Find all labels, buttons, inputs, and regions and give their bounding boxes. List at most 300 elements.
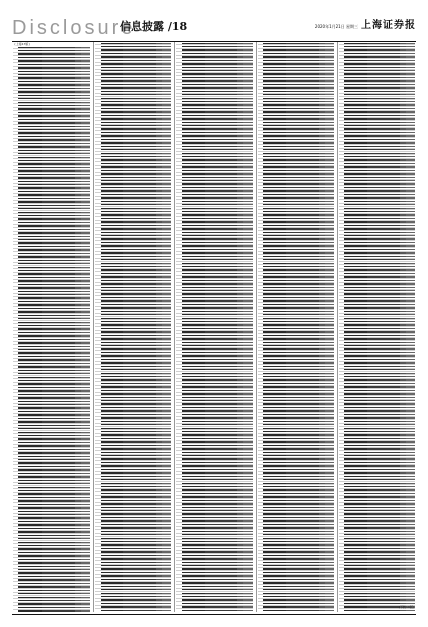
table-cell bbox=[325, 366, 334, 367]
table-cell bbox=[18, 191, 41, 192]
table-cell bbox=[162, 593, 171, 594]
table-cell bbox=[42, 514, 75, 515]
table-cell bbox=[162, 290, 171, 291]
table-cell bbox=[286, 132, 319, 133]
table-cell bbox=[325, 414, 334, 415]
table-cell bbox=[42, 249, 75, 250]
table-cell bbox=[162, 331, 171, 332]
table-cell bbox=[18, 490, 41, 491]
table-cell bbox=[205, 115, 238, 116]
table-cell bbox=[243, 373, 252, 374]
table-cell bbox=[263, 403, 286, 404]
table-cell bbox=[101, 541, 124, 542]
table-cell bbox=[263, 228, 286, 229]
table-cell bbox=[286, 390, 319, 391]
table-cell bbox=[263, 245, 286, 246]
table-cell bbox=[123, 293, 156, 294]
table-cell bbox=[205, 122, 238, 123]
table-cell bbox=[286, 345, 319, 346]
table-cell bbox=[286, 135, 319, 136]
table-cell bbox=[81, 263, 90, 264]
table-cell bbox=[182, 434, 205, 435]
table-cell bbox=[325, 417, 334, 418]
table-cell bbox=[263, 462, 286, 463]
table-cell bbox=[205, 80, 238, 81]
table-cell bbox=[18, 500, 41, 501]
table-cell bbox=[205, 538, 238, 539]
table-cell bbox=[243, 345, 252, 346]
table-cell bbox=[286, 290, 319, 291]
table-cell bbox=[42, 74, 75, 75]
table-cell bbox=[42, 583, 75, 584]
table-cell bbox=[263, 479, 286, 480]
table-cell bbox=[101, 455, 124, 456]
table-cell bbox=[243, 328, 252, 329]
table-cell bbox=[263, 67, 286, 68]
table-cell bbox=[81, 377, 90, 378]
table-cell bbox=[205, 304, 238, 305]
table-cell bbox=[263, 376, 286, 377]
table-cell bbox=[18, 425, 41, 426]
table-cell bbox=[243, 84, 252, 85]
table-cell bbox=[263, 338, 286, 339]
table-cell bbox=[18, 325, 41, 326]
table-cell bbox=[123, 132, 156, 133]
table-cell bbox=[182, 520, 205, 521]
table-cell bbox=[123, 43, 156, 44]
table-cell bbox=[325, 486, 334, 487]
table-cell bbox=[205, 558, 238, 559]
table-cell bbox=[81, 394, 90, 395]
table-cell bbox=[243, 455, 252, 456]
table-cell bbox=[205, 593, 238, 594]
table-cell bbox=[205, 568, 238, 569]
table-cell bbox=[42, 524, 75, 525]
table-cell bbox=[182, 500, 205, 501]
table-cell bbox=[123, 91, 156, 92]
table-cell bbox=[182, 266, 205, 267]
table-cell bbox=[18, 504, 41, 505]
table-cell bbox=[205, 414, 238, 415]
table-cell bbox=[81, 95, 90, 96]
table-cell bbox=[162, 283, 171, 284]
table-cell bbox=[123, 472, 156, 473]
table-cell bbox=[123, 610, 156, 611]
table-cell bbox=[81, 497, 90, 498]
table-cell bbox=[182, 173, 205, 174]
table-cell bbox=[81, 428, 90, 429]
table-cell bbox=[182, 513, 205, 514]
table-cell bbox=[182, 579, 205, 580]
table-cell bbox=[286, 46, 319, 47]
table-cell bbox=[243, 276, 252, 277]
table-cell bbox=[263, 173, 286, 174]
table-cell bbox=[286, 280, 319, 281]
table-cell bbox=[101, 259, 124, 260]
table-cell bbox=[101, 434, 124, 435]
table-cell bbox=[101, 472, 124, 473]
table-cell bbox=[205, 104, 238, 105]
table-cell bbox=[182, 527, 205, 528]
table-cell bbox=[162, 101, 171, 102]
table-cell bbox=[101, 177, 124, 178]
table-cell bbox=[81, 315, 90, 316]
table-cell bbox=[205, 397, 238, 398]
table-cell bbox=[325, 510, 334, 511]
table-cell bbox=[123, 355, 156, 356]
table-cell bbox=[182, 177, 205, 178]
table-cell bbox=[286, 369, 319, 370]
table-cell bbox=[182, 455, 205, 456]
table-cell bbox=[123, 359, 156, 360]
table-cell bbox=[101, 118, 124, 119]
table-cell bbox=[81, 242, 90, 243]
table-cell bbox=[286, 70, 319, 71]
table-cell bbox=[182, 153, 205, 154]
table-cell bbox=[205, 603, 238, 604]
table-cell bbox=[42, 273, 75, 274]
table-cell bbox=[18, 432, 41, 433]
table-cell bbox=[162, 53, 171, 54]
table-cell bbox=[42, 452, 75, 453]
table-cell bbox=[243, 568, 252, 569]
table-column bbox=[93, 42, 172, 612]
table-cell bbox=[263, 293, 286, 294]
table-cell bbox=[182, 373, 205, 374]
table-cell bbox=[81, 432, 90, 433]
table-cell bbox=[162, 400, 171, 401]
table-cell bbox=[81, 480, 90, 481]
table-cell bbox=[162, 46, 171, 47]
table-cell bbox=[123, 122, 156, 123]
table-cell bbox=[42, 291, 75, 292]
table-cell bbox=[243, 331, 252, 332]
table-cell bbox=[42, 473, 75, 474]
table-cell bbox=[263, 335, 286, 336]
table-cell bbox=[263, 149, 286, 150]
table-cell bbox=[263, 70, 286, 71]
table-cell bbox=[243, 273, 252, 274]
table-cell bbox=[263, 486, 286, 487]
table-cell bbox=[182, 197, 205, 198]
table-cell bbox=[162, 324, 171, 325]
table-cell bbox=[182, 524, 205, 525]
table-cell bbox=[18, 60, 41, 61]
table-cell bbox=[42, 163, 75, 164]
table-cell bbox=[42, 576, 75, 577]
table-cell bbox=[286, 434, 319, 435]
table-cell bbox=[243, 297, 252, 298]
table-cell bbox=[81, 552, 90, 553]
table-cell bbox=[243, 448, 252, 449]
table-cell bbox=[286, 242, 319, 243]
table-cell bbox=[123, 225, 156, 226]
table-cell bbox=[263, 386, 286, 387]
table-cell bbox=[286, 373, 319, 374]
table-cell bbox=[182, 603, 205, 604]
table-cell bbox=[162, 507, 171, 508]
table-cell bbox=[243, 101, 252, 102]
table-cell bbox=[123, 63, 156, 64]
table-cell bbox=[243, 232, 252, 233]
table-cell bbox=[325, 56, 334, 57]
table-cell bbox=[18, 277, 41, 278]
table-cell bbox=[325, 163, 334, 164]
table-cell bbox=[205, 276, 238, 277]
table-cell bbox=[162, 445, 171, 446]
table-cell bbox=[101, 438, 124, 439]
table-cell bbox=[263, 190, 286, 191]
table-cell bbox=[101, 266, 124, 267]
table-cell bbox=[205, 63, 238, 64]
table-cell bbox=[263, 424, 286, 425]
table-cell bbox=[81, 387, 90, 388]
table-cell bbox=[81, 586, 90, 587]
table-cell bbox=[325, 135, 334, 136]
table-cell bbox=[325, 273, 334, 274]
table-cell bbox=[263, 221, 286, 222]
table-cell bbox=[243, 256, 252, 257]
table-cell bbox=[286, 183, 319, 184]
table-cell bbox=[101, 469, 124, 470]
table-cell bbox=[182, 98, 205, 99]
table-cell bbox=[182, 445, 205, 446]
table-cell bbox=[205, 403, 238, 404]
table-cell bbox=[18, 126, 41, 127]
table-cell bbox=[286, 108, 319, 109]
table-cell bbox=[182, 534, 205, 535]
table-cell bbox=[101, 70, 124, 71]
table-cell bbox=[123, 431, 156, 432]
table-cell bbox=[18, 291, 41, 292]
table-cell bbox=[263, 132, 286, 133]
table-cell bbox=[81, 579, 90, 580]
table-cell bbox=[243, 445, 252, 446]
table-cell bbox=[205, 596, 238, 597]
table-cell bbox=[182, 593, 205, 594]
table-cell bbox=[162, 139, 171, 140]
table-cell bbox=[243, 214, 252, 215]
table-cell bbox=[182, 211, 205, 212]
table-cell bbox=[18, 119, 41, 120]
table-cell bbox=[81, 191, 90, 192]
table-cell bbox=[18, 469, 41, 470]
table-cell bbox=[18, 74, 41, 75]
table-cell bbox=[205, 146, 238, 147]
table-cell bbox=[123, 204, 156, 205]
table-cell bbox=[42, 57, 75, 58]
table-cell bbox=[18, 284, 41, 285]
table-cell bbox=[286, 91, 319, 92]
table-cell bbox=[243, 208, 252, 209]
table-cell bbox=[81, 57, 90, 58]
table-cell bbox=[42, 435, 75, 436]
table-cell bbox=[243, 228, 252, 229]
table-cell bbox=[182, 417, 205, 418]
table-cell bbox=[182, 428, 205, 429]
table-cell bbox=[18, 150, 41, 151]
table-cell bbox=[182, 558, 205, 559]
table-cell bbox=[81, 270, 90, 271]
table-cell bbox=[18, 401, 41, 402]
table-cell bbox=[263, 269, 286, 270]
table-cell bbox=[243, 183, 252, 184]
table-cell bbox=[42, 339, 75, 340]
table-cell bbox=[18, 184, 41, 185]
table-cell bbox=[81, 528, 90, 529]
table-cell bbox=[81, 256, 90, 257]
table-rows bbox=[175, 42, 253, 612]
table-cell bbox=[263, 407, 286, 408]
table-cell bbox=[123, 434, 156, 435]
table-cell bbox=[101, 307, 124, 308]
table-cell bbox=[162, 293, 171, 294]
table-cell bbox=[81, 600, 90, 601]
table-cell bbox=[42, 569, 75, 570]
table-cell bbox=[263, 142, 286, 143]
newspaper-name: 上海证券报 bbox=[361, 20, 416, 31]
table-cell bbox=[325, 321, 334, 322]
table-cell bbox=[286, 297, 319, 298]
table-cell bbox=[286, 67, 319, 68]
table-cell bbox=[182, 204, 205, 205]
table-cell bbox=[286, 397, 319, 398]
table-cell bbox=[286, 510, 319, 511]
table-cell bbox=[162, 183, 171, 184]
table-cell bbox=[162, 263, 171, 264]
table-cell bbox=[162, 455, 171, 456]
table-cell bbox=[243, 414, 252, 415]
table-cell bbox=[325, 197, 334, 198]
table-cell bbox=[101, 73, 124, 74]
table-cell bbox=[205, 503, 238, 504]
table-cell bbox=[182, 366, 205, 367]
table-cell bbox=[243, 321, 252, 322]
table-cell bbox=[18, 108, 41, 109]
table-cell bbox=[81, 572, 90, 573]
table-cell bbox=[18, 377, 41, 378]
table-cell bbox=[243, 362, 252, 363]
table-cell bbox=[325, 345, 334, 346]
table-cell bbox=[101, 153, 124, 154]
table-cell bbox=[286, 142, 319, 143]
table-cell bbox=[123, 417, 156, 418]
table-cell bbox=[81, 318, 90, 319]
table-cell bbox=[123, 486, 156, 487]
table-cell bbox=[182, 108, 205, 109]
table-cell bbox=[81, 583, 90, 584]
table-cell bbox=[81, 184, 90, 185]
table-cell bbox=[42, 586, 75, 587]
table-cell bbox=[263, 73, 286, 74]
table-cell bbox=[286, 232, 319, 233]
table-cell bbox=[182, 87, 205, 88]
table-cell bbox=[162, 314, 171, 315]
table-cell bbox=[18, 273, 41, 274]
table-cell bbox=[325, 115, 334, 116]
table-cell bbox=[243, 538, 252, 539]
table-cell bbox=[123, 252, 156, 253]
table-cell bbox=[325, 476, 334, 477]
table-cell bbox=[101, 49, 124, 50]
table-cell bbox=[325, 146, 334, 147]
table-cell bbox=[42, 136, 75, 137]
table-cell bbox=[123, 338, 156, 339]
table-cell bbox=[42, 160, 75, 161]
table-cell bbox=[286, 407, 319, 408]
table-cell bbox=[123, 118, 156, 119]
table-cell bbox=[286, 379, 319, 380]
table-cell bbox=[162, 538, 171, 539]
table-cell bbox=[286, 266, 319, 267]
table-cell bbox=[243, 431, 252, 432]
table-cell bbox=[243, 565, 252, 566]
table-cell bbox=[263, 77, 286, 78]
table-cell bbox=[205, 287, 238, 288]
table-cell bbox=[263, 211, 286, 212]
table-cell bbox=[182, 376, 205, 377]
table-cell bbox=[162, 572, 171, 573]
table-cell bbox=[101, 142, 124, 143]
table-cell bbox=[18, 112, 41, 113]
table-cell bbox=[243, 407, 252, 408]
table-cell bbox=[18, 414, 41, 415]
table-cell bbox=[162, 104, 171, 105]
table-cell bbox=[325, 266, 334, 267]
table-cell bbox=[162, 448, 171, 449]
table-cell bbox=[81, 352, 90, 353]
table-cell bbox=[162, 596, 171, 597]
table-cell bbox=[286, 328, 319, 329]
table-cell bbox=[286, 441, 319, 442]
table-cell bbox=[18, 442, 41, 443]
table-column bbox=[12, 42, 91, 612]
table-cell bbox=[325, 256, 334, 257]
table-cell bbox=[123, 555, 156, 556]
table-cell bbox=[101, 208, 124, 209]
table-cell bbox=[205, 541, 238, 542]
table-cell bbox=[123, 400, 156, 401]
table-cell bbox=[18, 418, 41, 419]
table-cell bbox=[205, 98, 238, 99]
table-cell bbox=[18, 535, 41, 536]
table-cell bbox=[42, 157, 75, 158]
table-cell bbox=[42, 112, 75, 113]
table-cell bbox=[18, 394, 41, 395]
table-cell bbox=[81, 74, 90, 75]
table-cell bbox=[205, 586, 238, 587]
table-cell bbox=[81, 325, 90, 326]
table-cell bbox=[263, 441, 286, 442]
table-cell bbox=[286, 465, 319, 466]
table-cell bbox=[205, 369, 238, 370]
table-cell bbox=[101, 101, 124, 102]
table-cell bbox=[101, 465, 124, 466]
table-cell bbox=[286, 324, 319, 325]
table-cell bbox=[101, 534, 124, 535]
table-cell bbox=[42, 531, 75, 532]
table-cell bbox=[325, 342, 334, 343]
table-cell bbox=[243, 575, 252, 576]
table-cell bbox=[123, 369, 156, 370]
table-cell bbox=[263, 421, 286, 422]
table-cell bbox=[18, 562, 41, 563]
table-cell bbox=[123, 125, 156, 126]
table-cell bbox=[162, 304, 171, 305]
table-cell bbox=[263, 455, 286, 456]
table-cell bbox=[325, 84, 334, 85]
table-cell bbox=[18, 229, 41, 230]
